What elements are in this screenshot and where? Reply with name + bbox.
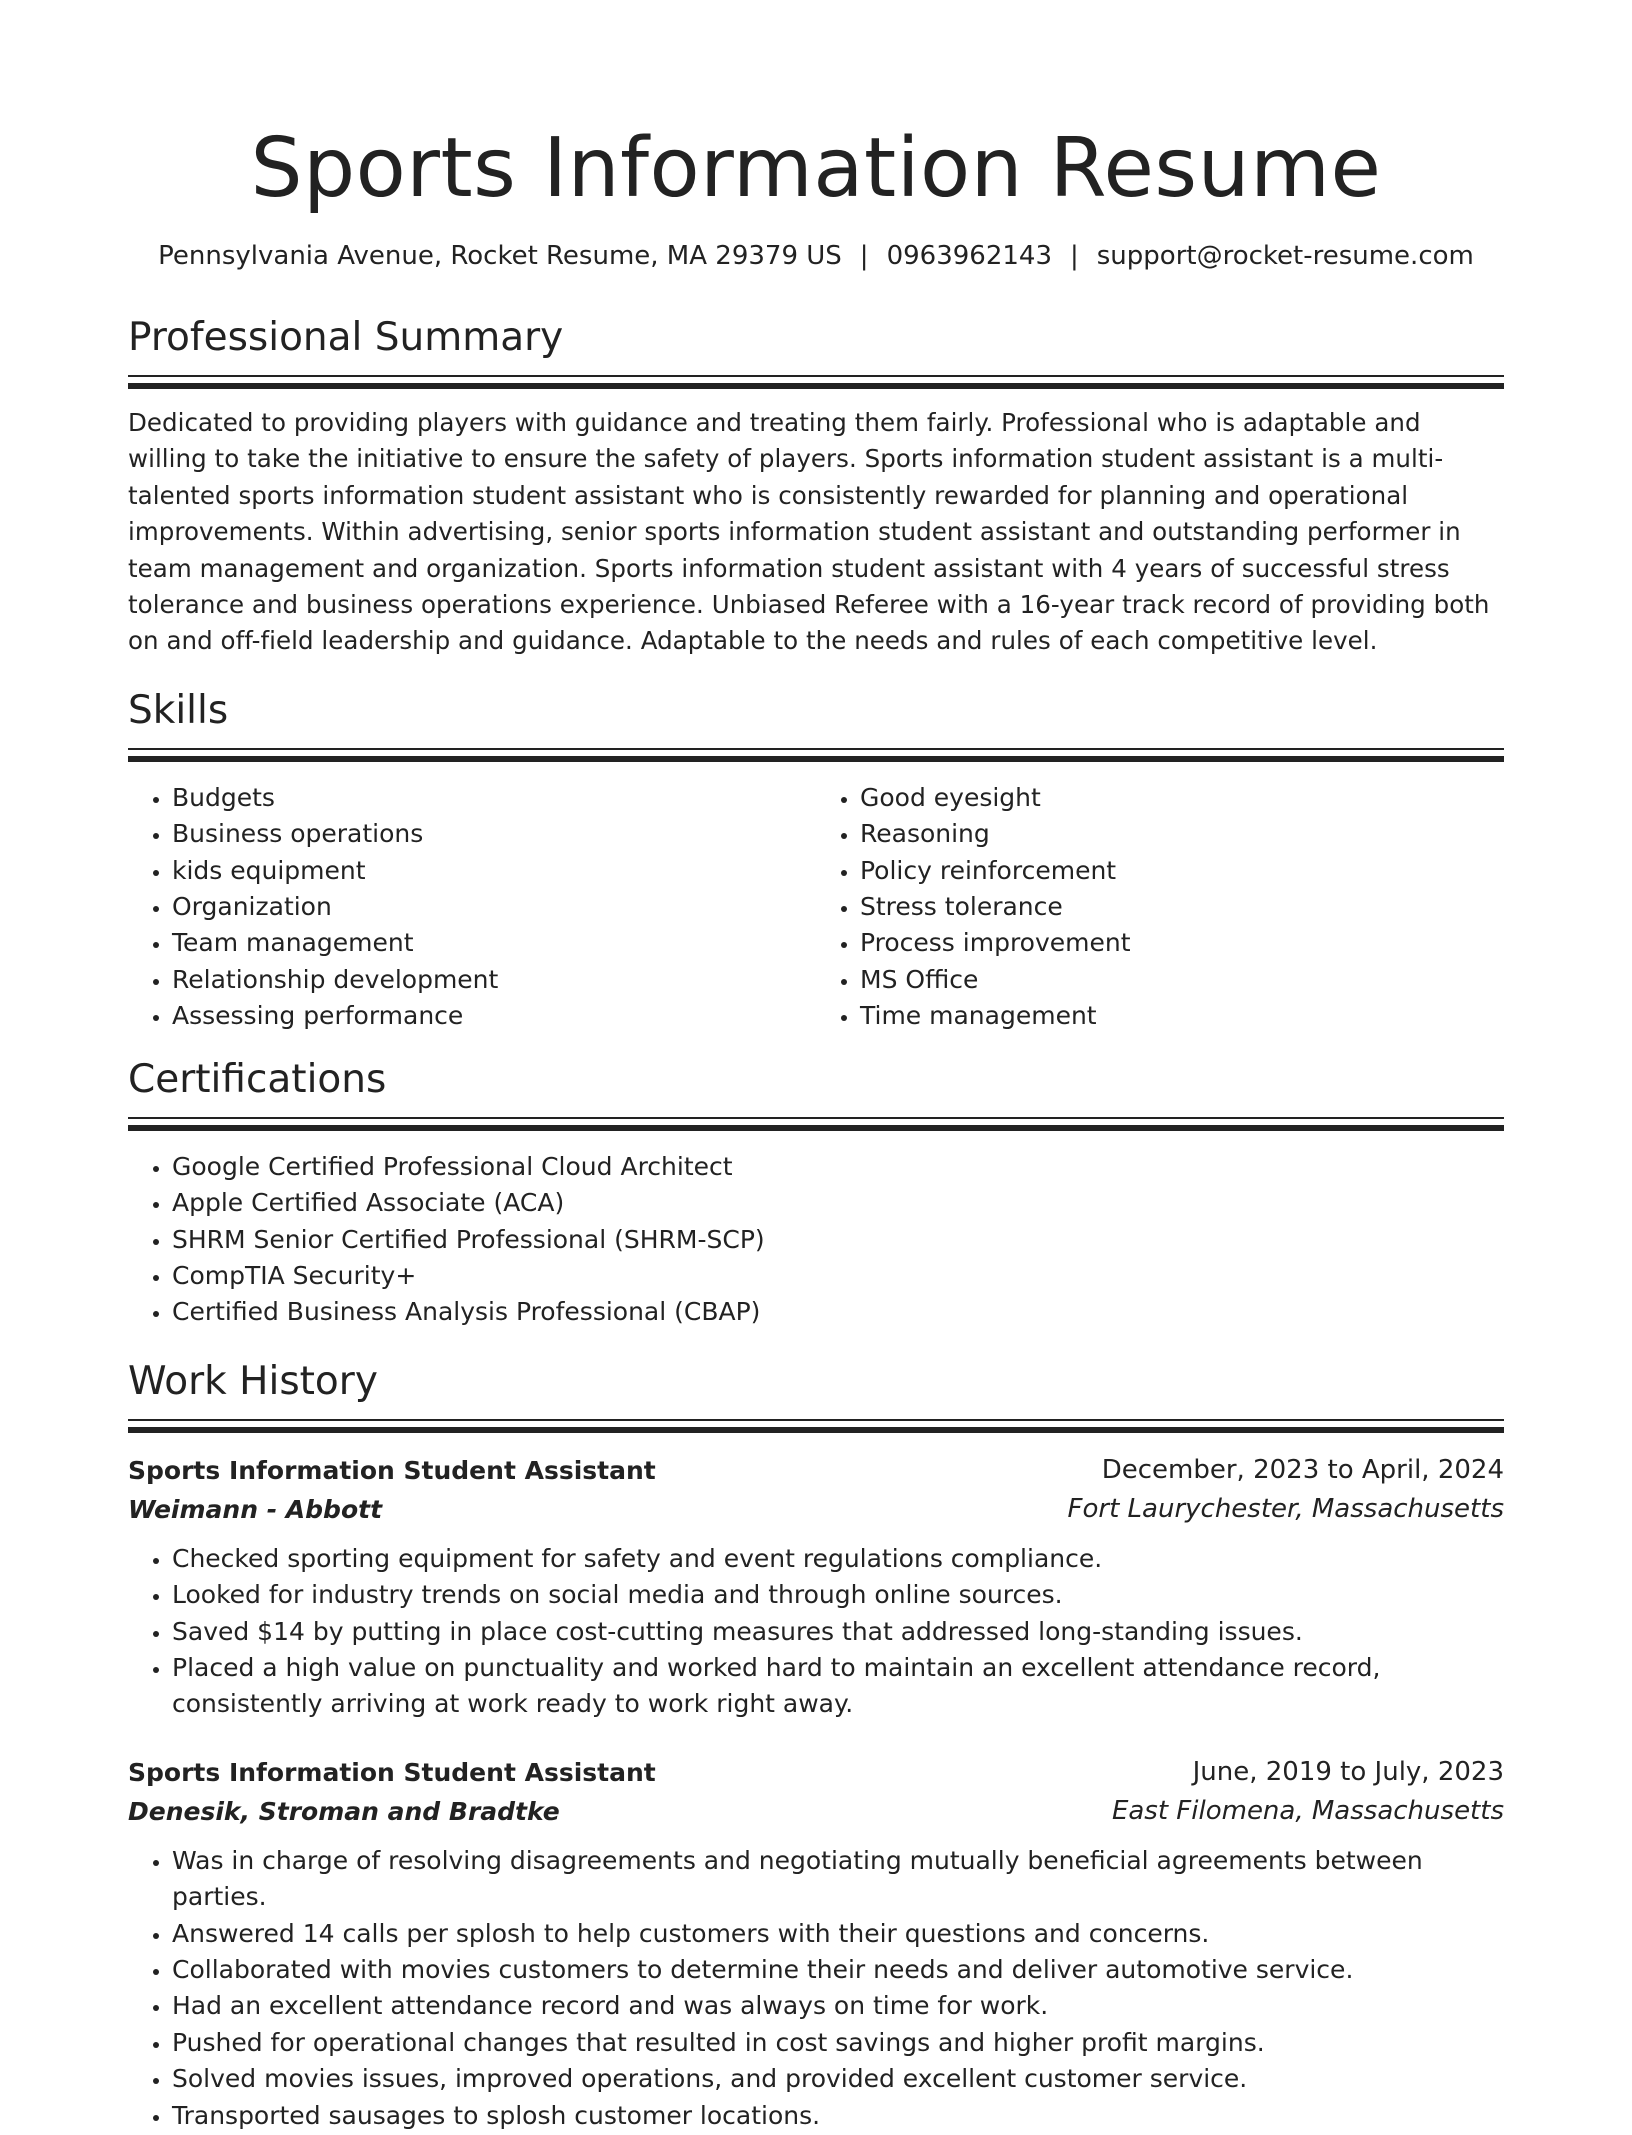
professional-summary-section — [128, 313, 1504, 660]
section-divider — [128, 748, 1504, 762]
job-header-row — [128, 1451, 1504, 1490]
certification-item: • Certified Business Analysis Professional (CBAP) — [172, 1294, 1504, 1330]
duty-item: • Was in charge of resolving disagreements and negotiating mutually beneficial agreements between parties. — [172, 1843, 1504, 1916]
certifications-list — [128, 1149, 1504, 1331]
skill-item: • Time management — [860, 998, 1504, 1034]
job-dates: December, 2023 to April, 2024 — [1101, 1454, 1504, 1485]
duty-item: • Solved movies issues, improved operations, and provided excellent customer service. — [172, 2061, 1504, 2097]
section-divider — [128, 1117, 1504, 1131]
skill-item: • Relationship development — [172, 962, 816, 998]
duty-item: • Had an excellent attendance record and was always on time for work. — [172, 1988, 1504, 2024]
job-dates: June, 2019 to July, 2023 — [1192, 1756, 1504, 1787]
skills-columns — [128, 780, 1504, 1035]
resume-title: Sports Information Resume — [250, 121, 1382, 216]
contact-separator: | — [859, 241, 869, 271]
skill-item: • Team management — [172, 925, 816, 961]
job-title: Sports Information Student Assistant — [128, 1757, 656, 1787]
section-title-certifications: Certifications — [128, 1056, 387, 1102]
job-header-row — [128, 1753, 1504, 1792]
skill-item: • Reasoning — [860, 816, 1504, 852]
skill-item: • Process improvement — [860, 925, 1504, 961]
job-entry — [128, 1451, 1504, 1723]
skill-item: • MS Office — [860, 962, 1504, 998]
skill-item: • kids equipment — [172, 853, 816, 889]
job-location: East Filomena, Massachusetts — [1111, 1795, 1504, 1826]
skill-item: • Budgets — [172, 780, 816, 816]
contact-separator: | — [1069, 241, 1079, 271]
skill-item: • Good eyesight — [860, 780, 1504, 816]
duty-item: • Transported sausages to splosh customer locations. — [172, 2098, 1504, 2134]
contact-line — [128, 238, 1504, 274]
certification-item: • Google Certified Professional Cloud Architect — [172, 1149, 1504, 1185]
job-title: Sports Information Student Assistant — [128, 1455, 656, 1485]
job-company: Denesik, Stroman and Bradtke — [128, 1796, 560, 1826]
job-company: Weimann - Abbott — [128, 1494, 383, 1524]
work-history-section — [128, 1357, 1504, 2134]
skills-list-left — [128, 780, 816, 1035]
job-location: Fort Laurychester, Massachusetts — [1067, 1493, 1504, 1524]
duty-item: • Answered 14 calls per splosh to help customers with their questions and concerns. — [172, 1916, 1504, 1952]
job-company-row — [128, 1792, 1504, 1831]
certifications-section — [128, 1055, 1504, 1331]
contact-phone: 0963962143 — [886, 241, 1052, 271]
duty-item: • Saved $14 by putting in place cost-cutting measures that addressed long-standing issues. — [172, 1614, 1504, 1650]
duty-item: • Collaborated with movies customers to determine their needs and deliver automotive service. — [172, 1952, 1504, 1988]
section-divider — [128, 1419, 1504, 1433]
job-company-row — [128, 1490, 1504, 1529]
skills-section — [128, 686, 1504, 1035]
skill-item: • Business operations — [172, 816, 816, 852]
section-title-work-history: Work History — [128, 1358, 378, 1404]
job-entry — [128, 1753, 1504, 2134]
skills-list-right — [816, 780, 1504, 1035]
section-divider — [128, 375, 1504, 389]
skill-item: • Organization — [172, 889, 816, 925]
job-duties-list — [128, 1843, 1504, 2134]
job-duties-list — [128, 1541, 1504, 1723]
duty-item: • Looked for industry trends on social media and through online sources. — [172, 1577, 1504, 1613]
summary-text: Dedicated to providing players with guidance and treating them fairly. Professional who is adaptable and willing to take the initiative to ensure the safety of players. Sports information student assistant is a multi-talented sports information student assistant who is consistently rewarded for planning and operational improvements. Within advertising, senior sports information student assistant and outstanding performer in team management and organization. Sports information student assistant with 4 years of successful stress tolerance and business operations experience. Unbiased Referee with a 16-year track record of providing both on and off-field leadership and guidance. Adaptable to the needs and rules of each competitive level. — [128, 408, 1490, 656]
skill-item: • Assessing performance — [172, 998, 816, 1034]
section-title-summary: Professional Summary — [128, 315, 564, 360]
duty-item: • Pushed for operational changes that resulted in cost savings and higher profit margins. — [172, 2025, 1504, 2061]
certification-item: • SHRM Senior Certified Professional (SHRM-SCP) — [172, 1222, 1504, 1258]
duty-item: • Checked sporting equipment for safety and event regulations compliance. — [172, 1541, 1504, 1577]
contact-email[interactable]: support@rocket-resume.com — [1096, 241, 1474, 271]
certification-item: • Apple Certified Associate (ACA) — [172, 1185, 1504, 1221]
duty-item: • Placed a high value on punctuality and worked hard to maintain an excellent attendance record, consistently arriving at work ready to work right away. — [172, 1650, 1504, 1723]
certification-item: • CompTIA Security+ — [172, 1258, 1504, 1294]
section-title-skills: Skills — [128, 687, 229, 733]
contact-address: Pennsylvania Avenue, Rocket Resume, MA 29379 US — [158, 241, 842, 271]
skill-item: • Policy reinforcement — [860, 853, 1504, 889]
skill-item: • Stress tolerance — [860, 889, 1504, 925]
